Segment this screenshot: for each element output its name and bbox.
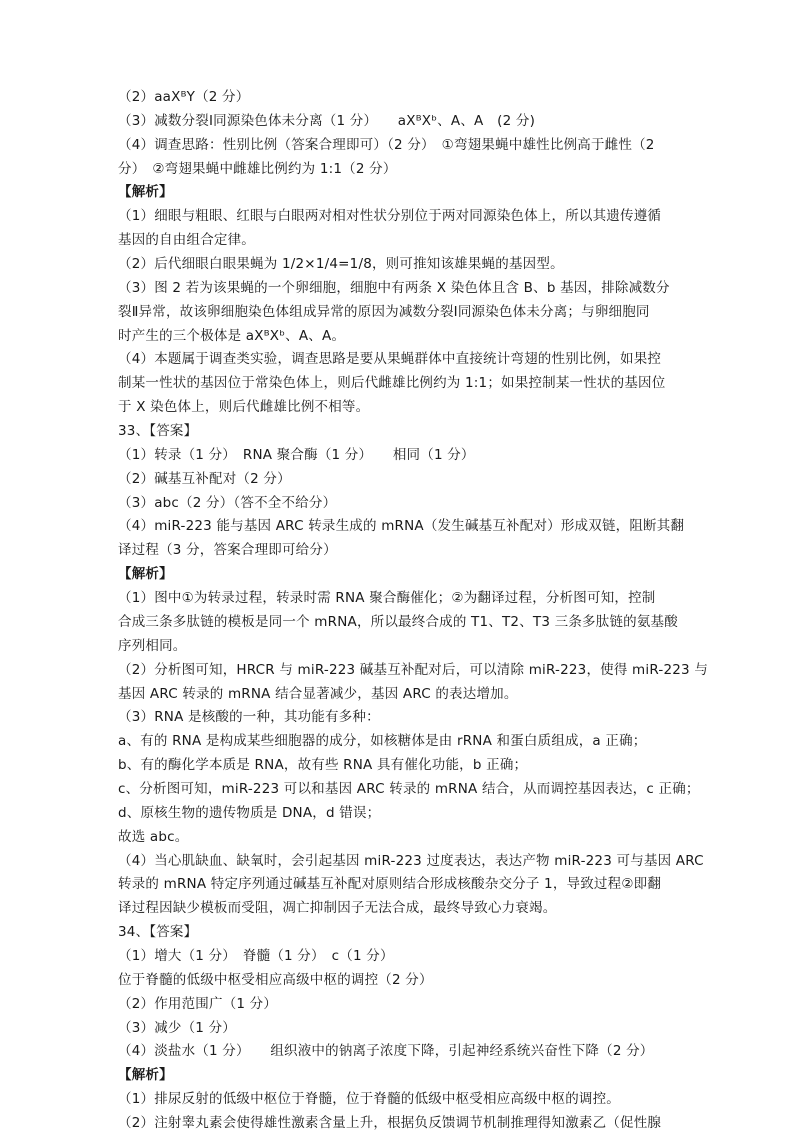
analysis-line: （2）注射睾丸素会使得雄性激素含量上升，根据负反馈调节机制推理得知激素乙（促性腺 bbox=[118, 1115, 662, 1131]
answer-line: （3）减数分裂Ⅰ同源染色体未分离（1 分） aXᴮXᵇ、A、A (2 分) bbox=[118, 113, 536, 129]
analysis-line: 于 X 染色体上，则后代雌雄比例不相等。 bbox=[118, 399, 370, 415]
analysis-line: 制某一性状的基因位于常染色体上，则后代雌雄比例约为 1:1；如果控制某一性状的基因位 bbox=[118, 375, 666, 391]
answer-line: （3）abc（2 分）（答不全不给分） bbox=[118, 495, 337, 511]
question-heading: 33、【答案】 bbox=[118, 423, 198, 439]
analysis-line: a、有的 RNA 是构成某些细胞器的成分，如核糖体是由 rRNA 和蛋白质组成，a 正确； bbox=[118, 733, 647, 749]
answer-line: （4）调查思路：性别比例（答案合理即可）（2 分） ①弯翅果蝇中雄性比例高于雌性（2 bbox=[118, 137, 655, 153]
analysis-line: 基因 ARC 转录的 mRNA 结合显著减少，基因 ARC 的表达增加。 bbox=[118, 686, 518, 702]
analysis-line: （4）当心肌缺血、缺氧时，会引起基因 miR-223 过度表达，表达产物 miR-223 可与基因 ARC bbox=[118, 853, 704, 869]
analysis-line: 裂Ⅱ异常，故该卵细胞染色体组成异常的原因为减数分裂Ⅰ同源染色体未分离；与卵细胞同 bbox=[118, 304, 650, 320]
analysis-line: （2）分析图可知，HRCR 与 miR-223 碱基互补配对后，可以清除 miR-223，使得 miR-223 与 bbox=[118, 662, 709, 678]
analysis-line: d、原核生物的遗传物质是 DNA，d 错误； bbox=[118, 805, 381, 821]
analysis-line: （4）本题属于调查类实验，调查思路是要从果蝇群体中直接统计弯翅的性别比例，如果控 bbox=[118, 351, 662, 367]
answer-line: （2）碱基互补配对（2 分） bbox=[118, 471, 291, 487]
analysis-line: 转录的 mRNA 特定序列通过碱基互补配对原则结合形成核酸杂交分子 1，导致过程②即翻 bbox=[118, 876, 662, 892]
answer-line: （1）增大（1 分） 脊髓（1 分） c（1 分） bbox=[118, 948, 394, 964]
answer-line: （1）转录（1 分） RNA 聚合酶（1 分） 相同（1 分） bbox=[118, 447, 475, 463]
analysis-line: 故选 abc。 bbox=[118, 829, 189, 845]
answer-line: （3）减少（1 分） bbox=[118, 1020, 236, 1036]
answer-line: （2）aaXᴮY（2 分） bbox=[118, 89, 250, 105]
answer-line: 分） ②弯翅果蝇中雌雄比例约为 1:1（2 分） bbox=[118, 161, 397, 177]
analysis-line: （2）后代细眼白眼果蝇为 1/2×1/4=1/8，则可推知该雄果蝇的基因型。 bbox=[118, 256, 564, 272]
analysis-line: （3）RNA 是核酸的一种，其功能有多种： bbox=[118, 709, 380, 725]
analysis-line: b、有的酶化学本质是 RNA，故有些 RNA 具有催化功能，b 正确； bbox=[118, 757, 528, 773]
answer-line: （4）miR-223 能与基因 ARC 转录生成的 mRNA（发生碱基互补配对）形成双链，阻断其翻 bbox=[118, 518, 685, 534]
analysis-line: 基因的自由组合定律。 bbox=[118, 232, 255, 248]
analysis-line: 译过程因缺少模板而受阻，凋亡抑制因子无法合成，最终导致心力衰竭。 bbox=[118, 900, 557, 916]
analysis-line: 序列相同。 bbox=[118, 638, 187, 654]
answer-line: （4）淡盐水（1 分） 组织液中的钠离子浓度下降，引起神经系统兴奋性下降（2 分） bbox=[118, 1043, 654, 1059]
analysis-line: （1）排尿反射的低级中枢位于脊髓，位于脊髓的低级中枢受相应高级中枢的调控。 bbox=[118, 1091, 620, 1107]
analysis-line: （1）细眼与粗眼、红眼与白眼两对相对性状分别位于两对同源染色体上，所以其遗传遵循 bbox=[118, 208, 662, 224]
answer-line: 译过程（3 分，答案合理即可给分） bbox=[118, 542, 337, 558]
analysis-line: （3）图 2 若为该果蝇的一个卵细胞，细胞中有两条 X 染色体且含 B、b 基因，排除减数分 bbox=[118, 280, 670, 296]
analysis-line: c、分析图可知，miR-223 可以和基因 ARC 转录的 mRNA 结合，从而调控基因表达，c 正确； bbox=[118, 781, 700, 797]
question-heading: 34、【答案】 bbox=[118, 924, 198, 940]
analysis-line: （1）图中①为转录过程，转录时需 RNA 聚合酶催化；②为翻译过程，分析图可知，控制 bbox=[118, 590, 656, 606]
section-heading: 【解析】 bbox=[118, 184, 173, 200]
analysis-line: 合成三条多肽链的模板是同一个 mRNA，所以最终合成的 T1、T2、T3 三条多肽链的氨基酸 bbox=[118, 614, 678, 630]
section-heading: 【解析】 bbox=[118, 1067, 173, 1083]
answer-line: 位于脊髓的低级中枢受相应高级中枢的调控（2 分） bbox=[118, 972, 433, 988]
answer-line: （2）作用范围广（1 分） bbox=[118, 996, 278, 1012]
analysis-line: 时产生的三个极体是 aXᴮXᵇ、A、A。 bbox=[118, 328, 346, 344]
section-heading: 【解析】 bbox=[118, 566, 173, 582]
